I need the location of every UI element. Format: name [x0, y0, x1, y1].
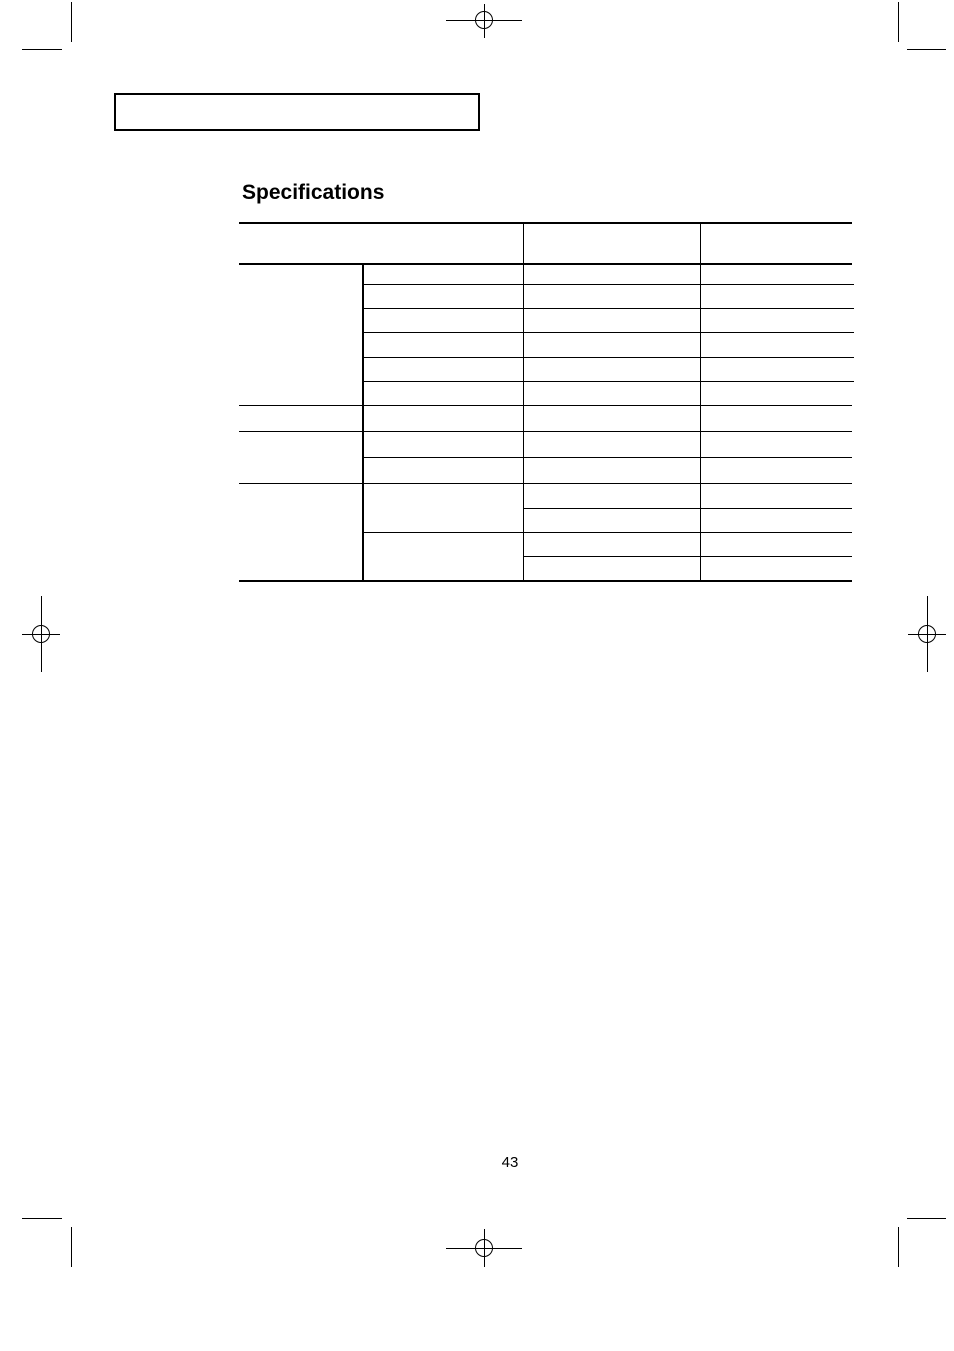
page-title: Specifications	[242, 181, 385, 204]
crop-mark	[22, 1218, 62, 1219]
table-row-rule	[239, 405, 852, 406]
table-column-divider	[523, 264, 524, 581]
registration-circle-icon	[475, 1239, 493, 1257]
crop-mark	[71, 2, 72, 42]
table-row-rule	[524, 508, 852, 509]
crop-mark	[22, 49, 62, 50]
table-column-divider	[523, 223, 524, 264]
table-row-rule	[239, 431, 852, 432]
page-number: 43	[501, 1154, 519, 1171]
table-bottom-rule	[239, 580, 852, 582]
table-row-rule	[364, 332, 854, 333]
crop-mark	[907, 49, 946, 50]
table-row-rule	[364, 284, 854, 285]
table-row-rule	[364, 381, 854, 382]
registration-circle-icon	[475, 11, 493, 29]
table-row-rule	[364, 357, 854, 358]
table-row-rule	[364, 457, 852, 458]
table-row-rule	[364, 308, 854, 309]
table-row-rule	[239, 483, 852, 484]
table-column-divider	[700, 223, 701, 264]
table-row-rule	[524, 556, 852, 557]
registration-circle-icon	[918, 625, 936, 643]
crop-mark	[71, 1227, 72, 1267]
crop-mark	[898, 2, 899, 42]
header-box	[114, 93, 480, 131]
table-column-divider	[700, 264, 701, 581]
table-column-divider	[362, 264, 364, 581]
table-top-rule	[239, 222, 852, 224]
table-header-rule	[239, 263, 852, 265]
crop-mark	[907, 1218, 946, 1219]
registration-circle-icon	[32, 625, 50, 643]
crop-mark	[898, 1227, 899, 1267]
table-row-rule	[364, 532, 852, 533]
